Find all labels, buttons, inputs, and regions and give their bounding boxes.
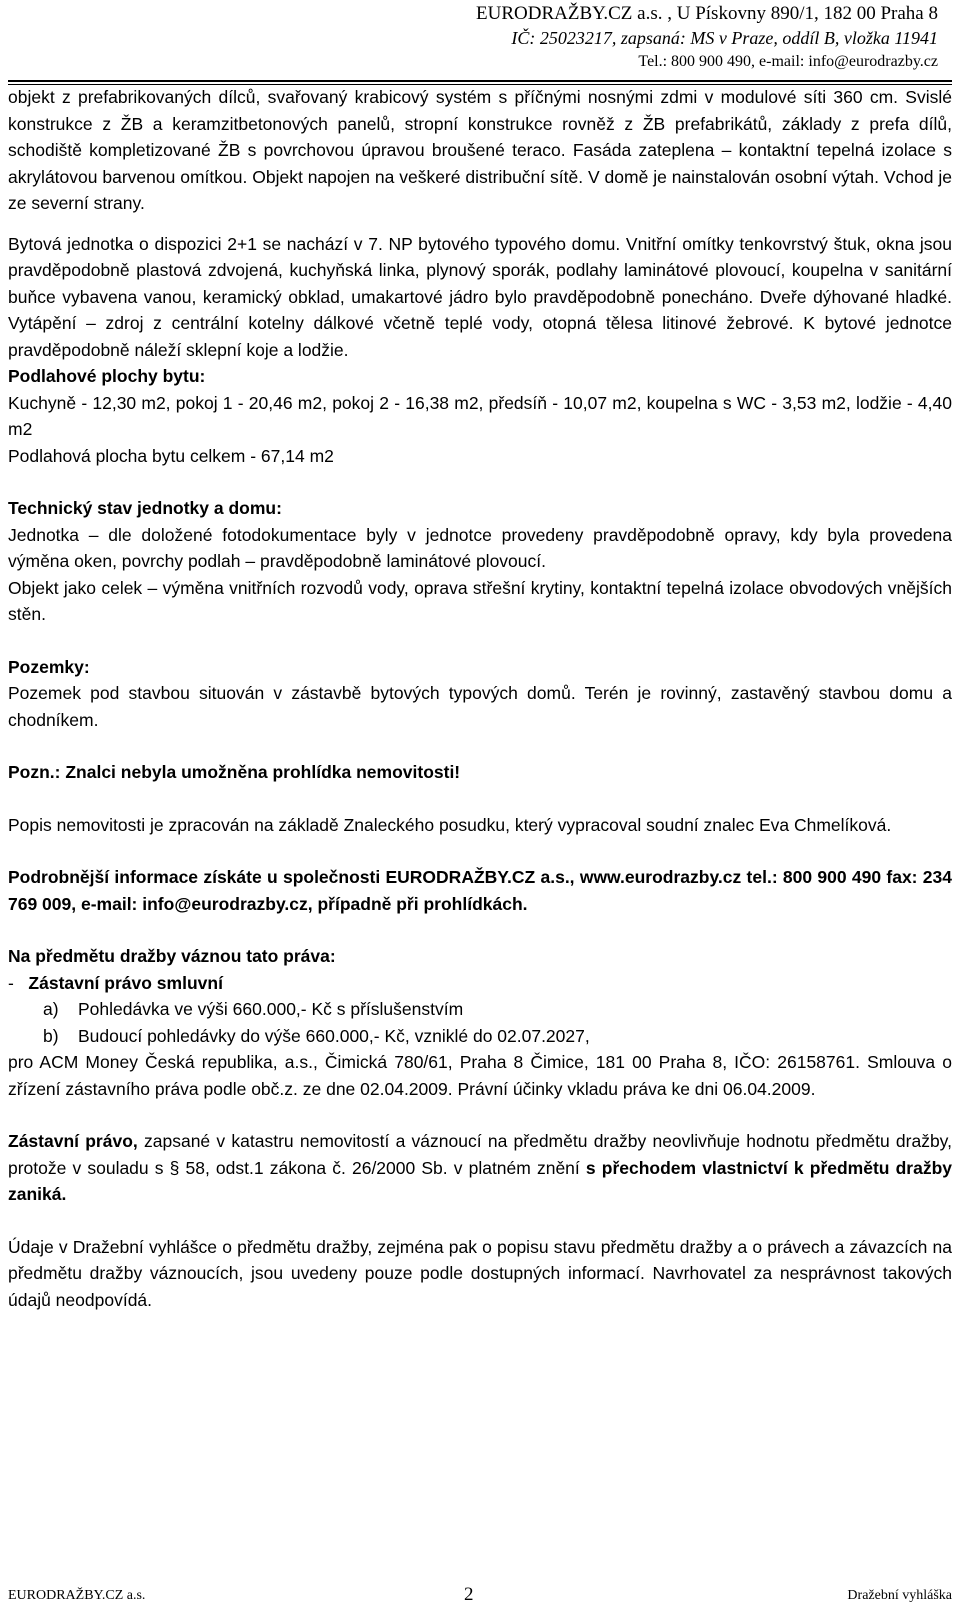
rights-item — [8, 970, 952, 997]
header-contact-line: Tel.: 800 900 490, e-mail: info@eurodrazby.cz — [638, 53, 938, 70]
appraisal-source: Popis nemovitosti je zpracován na základě Znaleckého posudku, který vypracoval soudní znalec Eva Chmelíková. — [8, 814, 892, 835]
lien-statement: Zástavní právo, zapsané v katastru nemovitostí a váznoucí na předmětu dražby neovlivňuje hodnotu předmětu dražby, protože v souladu s § 58, odst.1 zákona č. 26/2000 Sb. v platném znění s přechodem vlastnictví k předmětu dražby zaniká. — [8, 1131, 953, 1204]
technical-heading: Technický stav jednotky a domu: — [8, 498, 282, 518]
document-header — [476, 2, 938, 74]
building-description: objekt z prefabrikovaných dílců, svařovaný krabicový systém s příčnými nosnými zdmi v modulové síti 360 cm. Svislé konstrukce z ŽB a keramzitbetonových panelů, stropní konstrukce rovněž z ŽB prefabrikátů, základy z prefa dílů, schodiště kompletizované ŽB s povrchovou úpravou broušené teraco. Fasáda zateplena – kontaktní tepelná izolace s akrylátovou barvenou omítkou. Objekt napojen na veškeré distribuční sítě. V domě je nainstalován osobní výtah. Vchod je ze severní strany. — [8, 87, 952, 213]
header-registration-line: IČ: 25023217, zapsaná: MS v Praze, oddíl B, vložka 11941 — [511, 28, 938, 48]
document-body — [8, 84, 952, 1313]
contact-info: Podrobnější informace získáte u společnosti EURODRAŽBY.CZ a.s., www.eurodrazby.cz tel.: 800 900 490 fax: 234 769 009, e-mail: info@eurodrazby.cz, případně při prohlídkách. — [8, 867, 952, 914]
document-footer — [8, 1582, 952, 1608]
rights-sub-b: b) Budoucí pohledávky do výše 660.000,- Kč, vzniklé do 02.07.2027, — [43, 1025, 590, 1046]
land-text: Pozemek pod stavbou situován v zástavbě bytových typových domů. Terén je rovinný, zastavěný stavbou domu a chodníkem. — [8, 683, 952, 730]
closing-statement: Údaje v Dražební vyhlášce o předmětu dražby, zejména pak o popisu stavu předmětu dražby a o právech a závazcích na předmětu dražby váznoucích, jsou uvedeny pouze podle dostupných informací. Navrhovatel za nesprávnost takových údajů neodpovídá. — [8, 1236, 952, 1310]
floor-area-heading: Podlahové plochy bytu: — [8, 366, 206, 386]
technical-unit: Jednotka – dle doložené fotodokumentace byly v jednotce provedeny pravděpodobně opravy, kdy byla provedena výměna oken, povrchy podlah – pravděpodobně laminátové plovoucí. — [8, 524, 952, 571]
footer-company: EURODRAŽBY.CZ a.s. — [8, 1588, 146, 1603]
technical-building: Objekt jako celek – výměna vnitřních rozvodů vody, oprava střešní krytiny, kontaktní tepelná izolace obvodových vnějších stěn. — [8, 577, 952, 624]
rights-heading: Na předmětu dražby váznou tato práva: — [8, 946, 336, 966]
unit-description: Bytová jednotka o dispozici 2+1 se nachází v 7. NP bytového typového domu. Vnitřní omítky tenkovrstvý štuk, okna jsou pravděpodobně plastová zdvojená, kuchyňská linka, plynový sporák, podlahy laminátové plovoucí, koupelna v sanitární buňce vybavena vanou, keramický obklad, umakartové jádro bylo pravděpodobně ponecháno. Dveře dýhované hladké. Vytápění – zdroj z centrální kotelny dálkové včetně teplé vody, otopná tělesa litinové žebrové. K bytové jednotce pravděpodobně náleží sklepní koje a lodžie. — [8, 233, 952, 360]
rights-item-dash: - — [8, 972, 14, 993]
inspection-note: Pozn.: Znalci nebyla umožněna prohlídka nemovitosti! — [8, 762, 461, 782]
rights-item-title: Zástavní právo smluvní — [28, 972, 223, 993]
footer-doc-title: Dražební vyhláška — [847, 1588, 952, 1603]
page-number: 2 — [464, 1584, 474, 1605]
land-heading: Pozemky: — [8, 656, 90, 677]
floor-area-total: Podlahová plocha bytu celkem - 67,14 m2 — [8, 445, 334, 466]
rights-holder: pro ACM Money Česká republika, a.s., Čimická 780/61, Praha 8 Čimice, 181 00 Praha 8, IČO: 26158761. Smlouva o zřízení zástavního práva podle obč.z. ze dne 02.04.2009. Právní účinky vkladu práva ke dni 06.04.2009. — [8, 1052, 952, 1099]
rights-sub-a: a) Pohledávka ve výši 660.000,- Kč s příslušenstvím — [43, 999, 464, 1019]
floor-area-list: Kuchyně - 12,30 m2, pokoj 1 - 20,46 m2, pokoj 2 - 16,38 m2, předsíň - 10,07 m2, koupelna s WC - 3,53 m2, lodžie - 4,40 m2 — [8, 392, 952, 439]
header-company-line: EURODRAŽBY.CZ a.s. , U Pískovny 890/1, 182 00 Praha 8 — [476, 3, 938, 24]
